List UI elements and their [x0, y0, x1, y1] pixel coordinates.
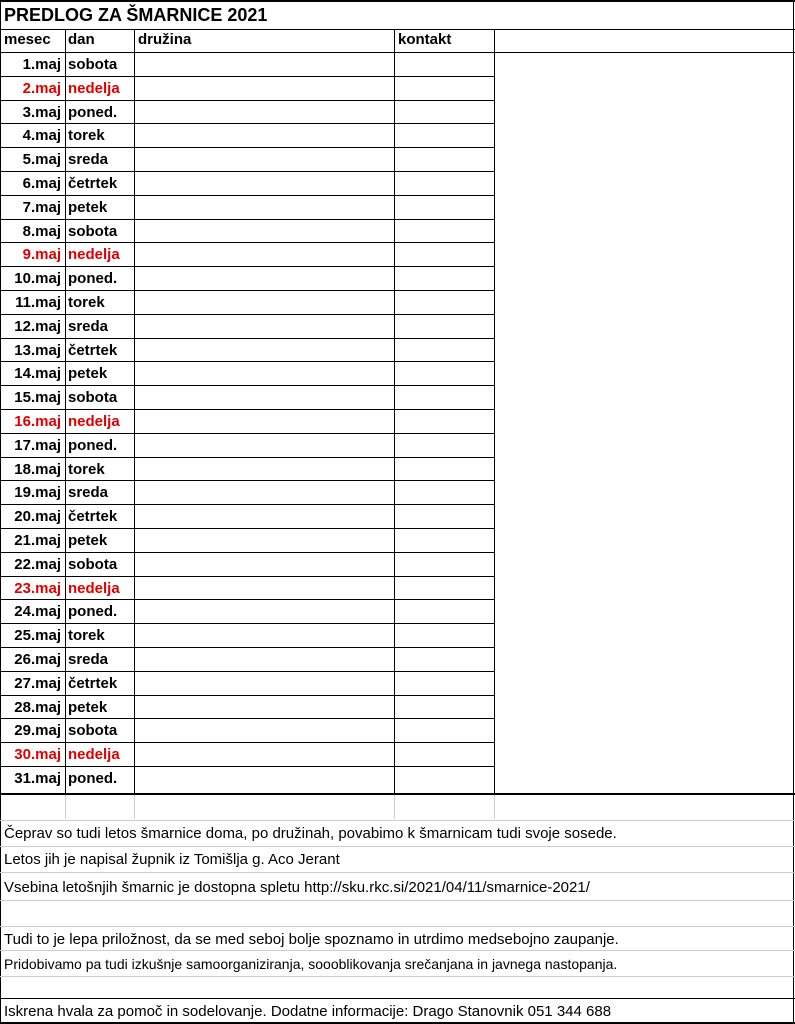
date-cell: 13.maj	[14, 341, 61, 359]
grid-line	[0, 926, 795, 927]
note-line-3: Vsebina letošnjih šmarnic je dostopna spletu http://sku.rkc.si/2021/04/11/smarnice-2021/	[4, 879, 590, 896]
weekday-cell: poned.	[68, 270, 118, 288]
grid-line	[394, 795, 395, 819]
weekday-cell: nedelja	[68, 246, 120, 264]
weekday-cell: sreda	[68, 651, 109, 668]
date-cell: 31.maj	[14, 770, 61, 787]
date-cell: 20.maj	[14, 508, 61, 526]
grid-line	[0, 998, 795, 999]
grid-line	[0, 793, 795, 795]
date-cell: 6.maj	[22, 175, 61, 192]
weekday-cell: poned.	[68, 436, 118, 454]
weekday-cell: poned.	[68, 103, 118, 121]
note-line-5: Pridobivamo pa tudi izkušnje samoorganiziranja, soooblikovanja srečanjana in javnega nastopanja.	[4, 956, 618, 972]
grid-line	[0, 0, 1, 1024]
grid-line	[494, 29, 495, 795]
grid-line	[0, 976, 795, 977]
grid-line	[0, 820, 795, 821]
date-cell: 25.maj	[14, 627, 61, 645]
weekday-cell: petek	[68, 198, 108, 216]
grid-line	[134, 795, 135, 819]
date-cell: 4.maj	[22, 127, 61, 145]
date-cell: 26.maj	[14, 651, 61, 668]
date-cell: 29.maj	[14, 722, 61, 740]
sheet-title: PREDLOG ZA ŠMARNICE 2021	[4, 5, 268, 25]
date-cell: 10.maj	[14, 270, 61, 288]
date-cell: 21.maj	[14, 532, 61, 549]
date-cell: 17.maj	[14, 436, 61, 454]
note-line-2: Letos jih je napisal župnik iz Tomišlja g. Aco Jerant	[4, 851, 340, 868]
date-cell: 24.maj	[14, 603, 61, 621]
weekday-cell: torek	[68, 460, 105, 478]
date-cell: 2.maj	[22, 79, 61, 97]
weekday-cell: sobota	[68, 722, 118, 740]
date-cell: 14.maj	[14, 365, 61, 383]
date-cell: 9.maj	[22, 246, 61, 264]
weekday-cell: sreda	[68, 484, 109, 502]
date-cell: 1.maj	[22, 56, 61, 73]
date-cell: 18.maj	[14, 460, 61, 478]
date-cell: 12.maj	[14, 317, 61, 335]
grid-line	[65, 795, 66, 819]
grid-line	[0, 29, 795, 30]
weekday-cell: sobota	[68, 555, 118, 573]
date-cell: 27.maj	[14, 674, 61, 692]
date-cell: 16.maj	[14, 413, 61, 430]
note-line-4: Tudi to je lepa priložnost, da se med seboj bolje spoznamo in utrdimo medsebojno zaupanje.	[4, 931, 619, 948]
grid-line	[0, 846, 795, 847]
note-line-1: Čeprav so tudi letos šmarnice doma, po družinah, povabimo k šmarnicam tudi svoje sosede.	[4, 825, 617, 842]
weekday-cell: nedelja	[68, 746, 120, 764]
weekday-cell: sobota	[68, 56, 118, 73]
grid-line	[0, 900, 795, 901]
grid-line	[494, 795, 495, 819]
weekday-cell: torek	[68, 127, 105, 145]
weekday-cell: četrtek	[68, 341, 118, 359]
header-druzina: družina	[138, 31, 192, 48]
grid-line	[134, 29, 135, 795]
weekday-cell: poned.	[68, 603, 118, 621]
date-cell: 5.maj	[22, 151, 61, 169]
date-cell: 23.maj	[14, 579, 61, 597]
weekday-cell: nedelja	[68, 79, 120, 97]
weekday-cell: četrtek	[68, 175, 118, 192]
date-cell: 8.maj	[22, 222, 61, 240]
weekday-cell: nedelja	[68, 579, 120, 597]
weekday-cell: petek	[68, 698, 108, 716]
grid-line	[0, 52, 795, 53]
weekday-cell: torek	[68, 627, 105, 645]
grid-line	[65, 29, 66, 795]
grid-line	[394, 29, 395, 795]
grid-line	[0, 872, 795, 873]
weekday-cell: petek	[68, 365, 108, 383]
header-kontakt: kontakt	[398, 31, 452, 48]
date-cell: 7.maj	[22, 198, 61, 216]
header-dan: dan	[68, 31, 95, 48]
weekday-cell: poned.	[68, 770, 118, 787]
weekday-cell: sreda	[68, 317, 109, 335]
weekday-cell: petek	[68, 532, 108, 549]
date-cell: 19.maj	[14, 484, 61, 502]
date-cell: 15.maj	[14, 389, 61, 407]
weekday-cell: sobota	[68, 222, 118, 240]
date-cell: 11.maj	[15, 294, 61, 311]
date-cell: 22.maj	[14, 555, 61, 573]
weekday-cell: sreda	[68, 151, 109, 169]
weekday-cell: četrtek	[68, 674, 118, 692]
grid-line	[793, 0, 794, 1024]
date-cell: 28.maj	[14, 698, 61, 716]
date-cell: 3.maj	[22, 103, 61, 121]
weekday-cell: nedelja	[68, 413, 120, 430]
weekday-cell: četrtek	[68, 508, 118, 526]
header-mesec: mesec	[4, 31, 51, 48]
grid-line	[0, 0, 795, 2]
weekday-cell: sobota	[68, 389, 118, 407]
note-line-6: Iskrena hvala za pomoč in sodelovanje. Dodatne informacije: Drago Stanovnik 051 344 688	[4, 1003, 612, 1020]
weekday-cell: torek	[68, 294, 105, 311]
date-cell: 30.maj	[14, 746, 61, 764]
